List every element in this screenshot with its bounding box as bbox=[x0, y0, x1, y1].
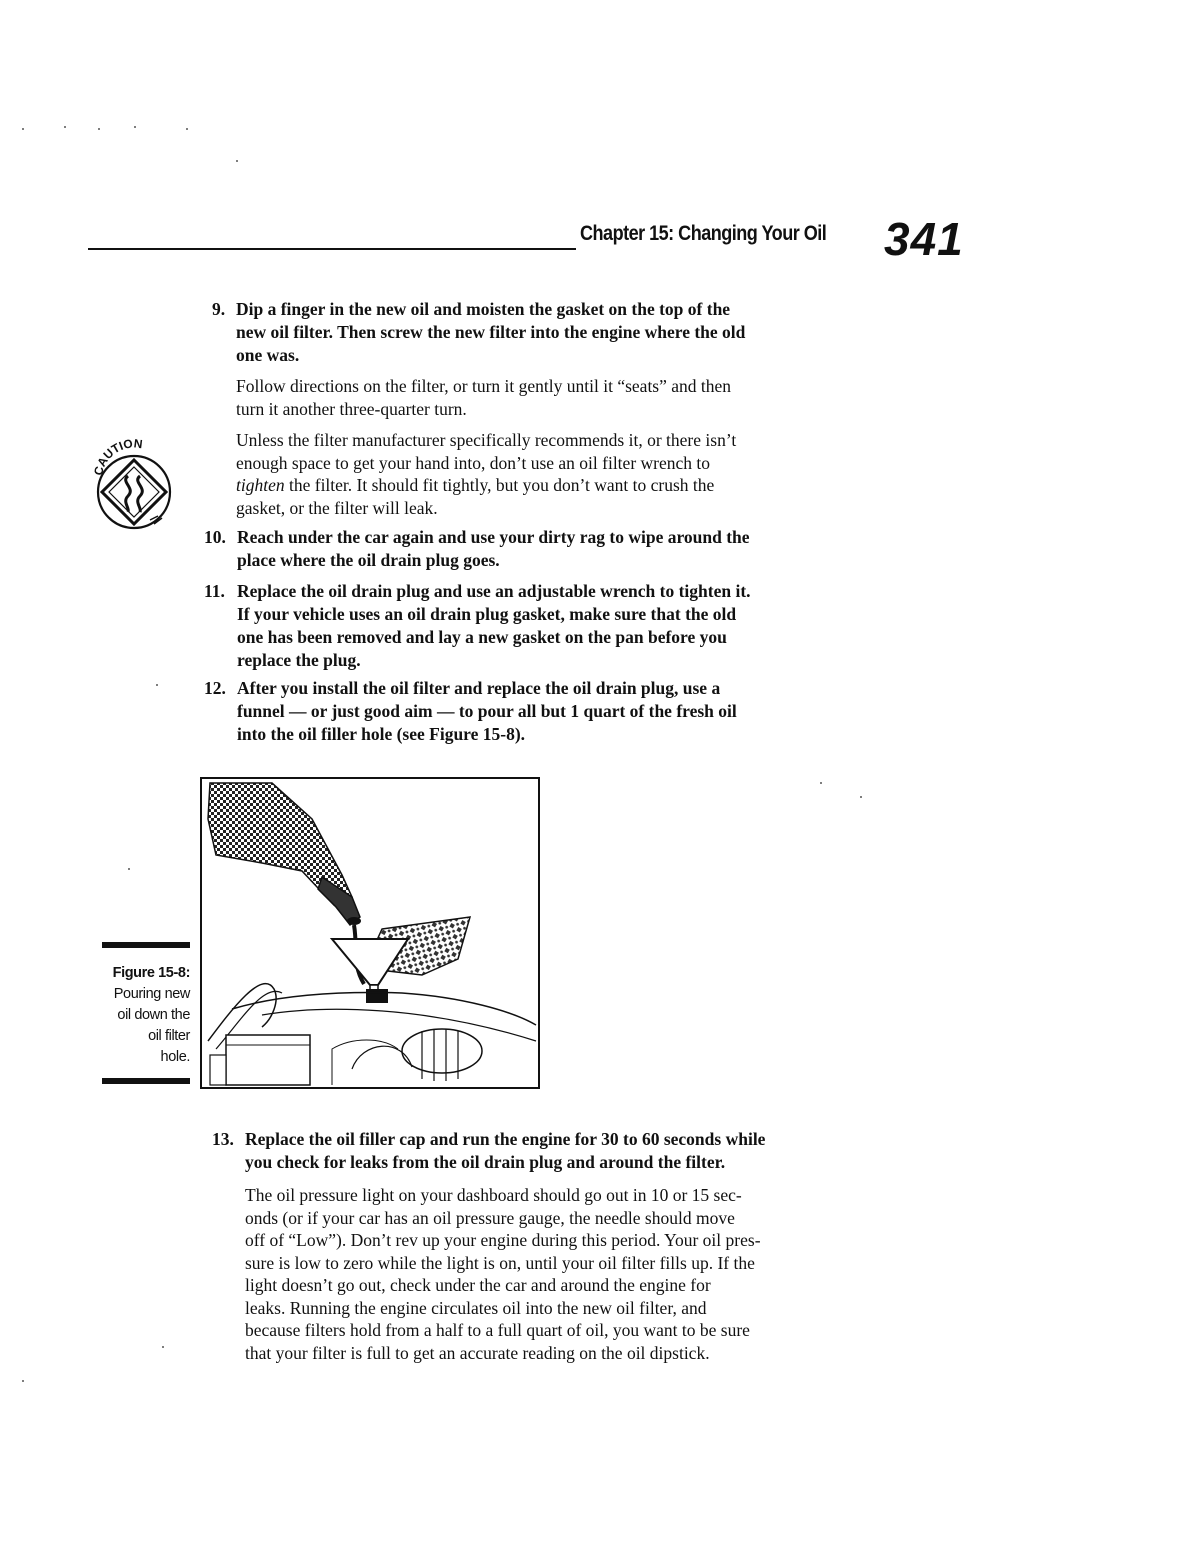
paragraph-line: that your filter is full to get an accurate reading on the oil dipstick. bbox=[245, 1342, 710, 1363]
scan-speck bbox=[860, 796, 862, 798]
scan-speck bbox=[128, 868, 130, 870]
scan-speck bbox=[22, 128, 24, 130]
caption-line: Pouring new bbox=[113, 986, 190, 1002]
step-line: Replace the oil drain plug and use an adjustable wrench to tighten it. bbox=[237, 581, 751, 601]
step-line: Dip a finger in the new oil and moisten the gasket on the top of the bbox=[236, 299, 731, 319]
step-line: After you install the oil filter and replace the oil drain plug, use a bbox=[237, 678, 721, 698]
scan-speck bbox=[236, 160, 238, 162]
step-line: funnel — or just good aim — to pour all but 1 quart of the fresh oil bbox=[237, 701, 737, 721]
step-line: replace the plug. bbox=[237, 650, 361, 670]
figure-oil-pouring bbox=[200, 777, 540, 1089]
paragraph-line: off of “Low”). Don’t rev up your engine during this period. Your oil pres- bbox=[245, 1230, 761, 1250]
figure-caption bbox=[96, 963, 190, 1068]
paragraph-oil-pressure bbox=[245, 1184, 885, 1364]
step-text bbox=[245, 1128, 765, 1174]
step-line: new oil filter. Then screw the new filter into the engine where the old bbox=[236, 322, 746, 342]
paragraph-line: leaks. Running the engine circulates oil into the new oil filter, and bbox=[245, 1297, 707, 1318]
step-number: 9. bbox=[212, 299, 226, 319]
step-text bbox=[236, 298, 745, 367]
paragraph-line: onds (or if your car has an oil pressure gauge, the needle should move bbox=[245, 1207, 735, 1228]
figure-label: Figure 15-8: bbox=[112, 965, 190, 981]
scan-speck bbox=[186, 128, 188, 130]
paragraph-line: The oil pressure light on your dashboard should go out in 10 or 15 sec- bbox=[245, 1185, 742, 1205]
scan-speck bbox=[98, 128, 100, 130]
scan-speck bbox=[156, 684, 158, 686]
chapter-title: Chapter 15: Changing Your Oil bbox=[580, 222, 827, 245]
paragraph-line: Unless the filter manufacturer specifically recommends it, or there isn’t bbox=[236, 430, 737, 450]
step-line: Reach under the car again and use your dirty rag to wipe around the bbox=[237, 527, 750, 547]
caption-line: oil filter bbox=[148, 1028, 190, 1044]
scan-speck bbox=[134, 126, 136, 128]
caption-top-bar bbox=[102, 942, 190, 948]
scan-speck bbox=[22, 1380, 24, 1382]
step-line: place where the oil drain plug goes. bbox=[237, 550, 500, 570]
step-number: 11. bbox=[204, 581, 225, 601]
page-number: 341 bbox=[884, 213, 964, 265]
step-number: 10. bbox=[204, 527, 226, 547]
paragraph-line-rest: the filter. It should fit tightly, but you don’t want to crush the bbox=[284, 475, 715, 495]
step-text bbox=[237, 677, 737, 746]
step-line: Replace the oil filler cap and run the engine for 30 to 60 seconds while bbox=[245, 1129, 766, 1149]
step-number: 12. bbox=[204, 678, 226, 698]
scan-speck bbox=[64, 126, 66, 128]
step-line: If your vehicle uses an oil drain plug gasket, make sure that the old bbox=[237, 604, 737, 624]
step-line: one has been removed and lay a new gasket on the pan before you bbox=[237, 627, 727, 647]
step-line: you check for leaks from the oil drain plug and around the filter. bbox=[245, 1152, 726, 1172]
oil-pouring-illustration bbox=[202, 779, 538, 1087]
paragraph-line: light doesn’t go out, check under the car and around the engine for bbox=[245, 1275, 711, 1295]
caption-line: oil down the bbox=[117, 1007, 190, 1023]
caution-icon-label: CAUTION bbox=[91, 436, 144, 477]
paragraph-line bbox=[236, 474, 876, 497]
caution-icon bbox=[84, 436, 176, 532]
paragraph-caution bbox=[236, 429, 876, 519]
paragraph-line: enough space to get your hand into, don’t use an oil filter wrench to bbox=[236, 452, 711, 473]
step-text bbox=[237, 580, 751, 672]
step-line: into the oil filler hole (see Figure 15-8). bbox=[237, 724, 526, 744]
paragraph-line: gasket, or the filter will leak. bbox=[236, 497, 438, 518]
paragraph-line: sure is low to zero while the light is on, until your oil filter fills up. If the bbox=[245, 1252, 755, 1273]
header-rule bbox=[88, 248, 576, 250]
paragraph-line: turn it another three-quarter turn. bbox=[236, 398, 467, 419]
step-line: one was. bbox=[236, 345, 300, 365]
paragraph-line: because filters hold from a half to a full quart of oil, you want to be sure bbox=[245, 1320, 750, 1340]
step-text bbox=[237, 526, 750, 572]
scan-speck bbox=[162, 1346, 164, 1348]
caption-bottom-bar bbox=[102, 1078, 190, 1084]
paragraph-line: Follow directions on the filter, or turn it gently until it “seats” and then bbox=[236, 376, 732, 396]
scan-speck bbox=[820, 782, 822, 784]
caption-line: hole. bbox=[160, 1049, 190, 1065]
paragraph-seat-filter bbox=[236, 375, 876, 420]
step-number: 13. bbox=[212, 1129, 234, 1149]
emphasis-tighten: tighten bbox=[236, 475, 285, 495]
